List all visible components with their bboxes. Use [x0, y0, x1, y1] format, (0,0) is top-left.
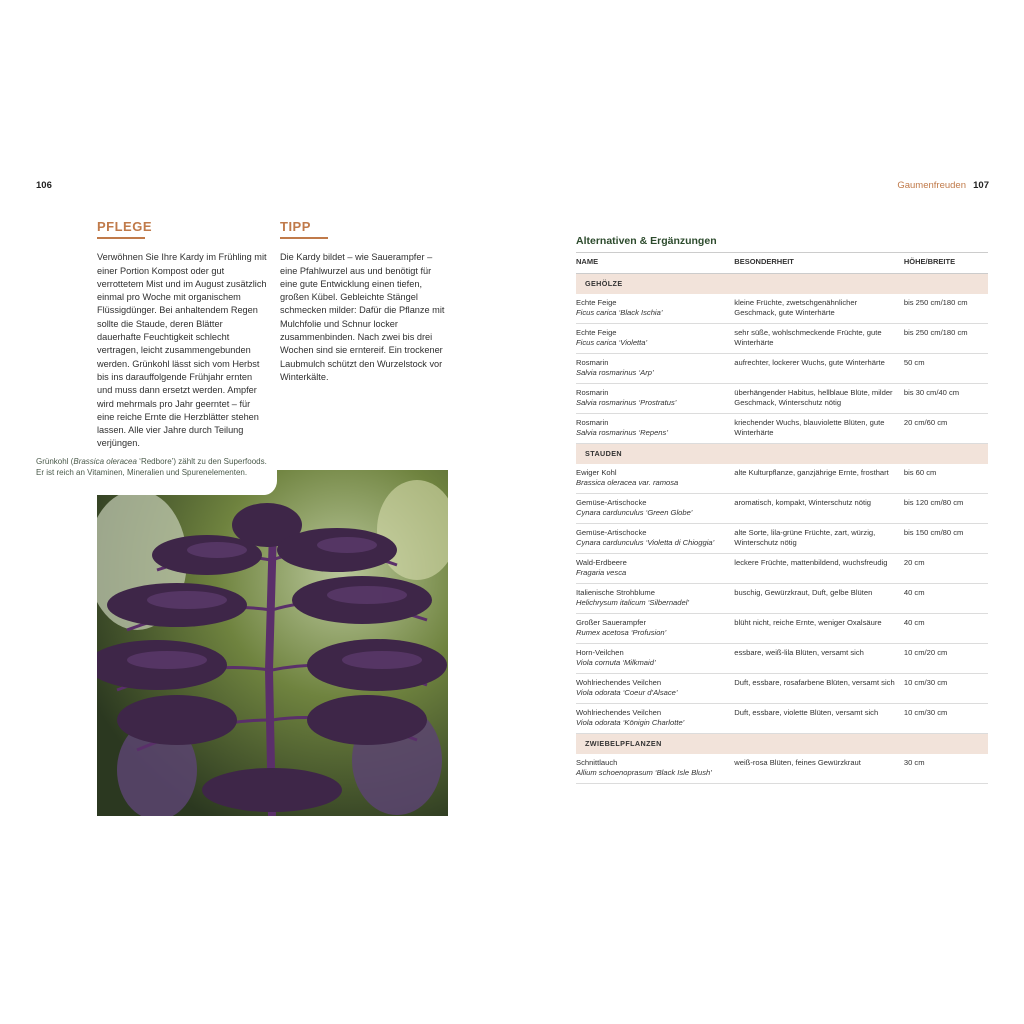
plant-latin-name: Salvia rosmarinus ‘Prostratus’ — [576, 398, 677, 407]
right-page-number: 107 — [973, 180, 989, 191]
plant-table — [576, 252, 988, 784]
plant-latin-name: Ficus carica ‘Black Ischia’ — [576, 308, 663, 317]
plant-feature: kleine Früchte, zwetschgenähnlicher Geschmack, gute Winterhärte — [734, 294, 904, 324]
table-row — [576, 584, 988, 614]
table-group-row — [576, 734, 988, 755]
plant-size: 50 cm — [904, 354, 988, 384]
table-row — [576, 494, 988, 524]
plant-name-cell — [576, 584, 734, 614]
plant-name-cell — [576, 704, 734, 734]
plant-size: 40 cm — [904, 584, 988, 614]
plant-feature: alte Sorte, lila-grüne Früchte, zart, würzig, Winterschutz nötig — [734, 524, 904, 554]
plant-size: bis 150 cm/80 cm — [904, 524, 988, 554]
tipp-section — [280, 220, 450, 384]
plant-size: 20 cm/60 cm — [904, 414, 988, 444]
column-header: NAME — [576, 253, 734, 274]
plant-name: Ewiger Kohl — [576, 468, 617, 477]
plant-feature: sehr süße, wohlschmeckende Früchte, gute Winterhärte — [734, 324, 904, 354]
plant-feature: essbare, weiß-lila Blüten, versamt sich — [734, 644, 904, 674]
tipp-heading-text: TIPP — [280, 219, 311, 234]
plant-latin-name: Ficus carica ‘Violetta’ — [576, 338, 648, 347]
plant-feature: kriechender Wuchs, blauviolette Blüten, gute Winterhärte — [734, 414, 904, 444]
plant-feature: Duft, essbare, rosafarbene Blüten, versamt sich — [734, 674, 904, 704]
plant-latin-name: Salvia rosmarinus ‘Repens’ — [576, 428, 669, 437]
table-row — [576, 384, 988, 414]
plant-name: Rosmarin — [576, 358, 609, 367]
table-row — [576, 704, 988, 734]
plant-latin-name: Viola odorata ‘Königin Charlotte’ — [576, 718, 685, 727]
plant-name-cell — [576, 524, 734, 554]
table-group-row — [576, 274, 988, 295]
plant-feature: Duft, essbare, violette Blüten, versamt sich — [734, 704, 904, 734]
table-row — [576, 614, 988, 644]
plant-name-cell — [576, 614, 734, 644]
plant-feature: alte Kulturpflanze, ganzjährige Ernte, frosthart — [734, 464, 904, 494]
table-row — [576, 644, 988, 674]
plant-name-cell — [576, 324, 734, 354]
table-row — [576, 414, 988, 444]
column-header: HÖHE/BREITE — [904, 253, 988, 274]
caption-latin: Brassica oleracea — [73, 457, 137, 466]
kale-photo — [97, 470, 448, 816]
table-row — [576, 294, 988, 324]
plant-size: 10 cm/30 cm — [904, 704, 988, 734]
plant-latin-name: Brassica oleracea var. ramosa — [576, 478, 679, 487]
plant-size: 30 cm — [904, 754, 988, 784]
table-row — [576, 754, 988, 784]
plant-feature: aufrechter, lockerer Wuchs, gute Winterhärte — [734, 354, 904, 384]
plant-name-cell — [576, 674, 734, 704]
table-group-row — [576, 444, 988, 465]
heading-rule — [280, 237, 328, 239]
plant-size: bis 250 cm/180 cm — [904, 324, 988, 354]
caption-pre: Grünkohl ( — [36, 457, 74, 466]
tipp-heading — [280, 220, 450, 239]
caption-post: ‘Redbore’) zählt zu den Superfoods. Er ist reich an Vitaminen, Mineralien und Spurenelementen. — [36, 457, 267, 477]
column-header: BESONDERHEIT — [734, 253, 904, 274]
tipp-text: Die Kardy bildet – wie Sauerampfer – eine Pfahlwurzel aus und benötigt für eine gute Entwicklung einen tiefen, großen Kübel. Gebleichte Stängel schmecken milder: Dafür die Pflanze mit Mulchfolie und Schnur locker zusammenbinden. Nach zwei bis drei Wochen sind sie erntereif. Ein trockener Laubmulch schützt den Wurzelstock vor Winterkälte. — [280, 252, 445, 382]
plant-name: Gemüse-Artischocke — [576, 498, 647, 507]
kale-illustration — [97, 470, 448, 816]
plant-name: Rosmarin — [576, 388, 609, 397]
plant-latin-name: Rumex acetosa ‘Profusion’ — [576, 628, 667, 637]
pflege-text: Verwöhnen Sie Ihre Kardy im Frühling mit einer Portion Kompost oder gut verrottetem Mist und im August zusätzlich einmal pro Woche mit organischem Flüssigdünger. Bei anhaltendem Regen sollte die Staude, deren Blätter dauerhafte Feuchtigkeit schlecht vertragen, leicht zusammengebunden werden. Grünkohl lässt sich vom Herbst bis ins darauffolgende Frühjahr ernten und muss dann ersetzt werden. Ampfer wird mehrmals pro Jahr geerntet – für eine reiche Ernte die Herzblätter stehen lassen. Alle vier Jahre durch Teilung verjüngen. — [97, 252, 267, 449]
plant-name-cell — [576, 414, 734, 444]
plant-latin-name: Cynara cardunculus ‘Violetta di Chioggia’ — [576, 538, 715, 547]
plant-size: bis 120 cm/80 cm — [904, 494, 988, 524]
plant-size: bis 30 cm/40 cm — [904, 384, 988, 414]
table-row — [576, 354, 988, 384]
plant-size: 10 cm/30 cm — [904, 674, 988, 704]
plant-size: bis 60 cm — [904, 464, 988, 494]
plant-feature: blüht nicht, reiche Ernte, weniger Oxalsäure — [734, 614, 904, 644]
plant-feature: leckere Früchte, mattenbildend, wuchsfreudig — [734, 554, 904, 584]
photo-caption — [30, 455, 276, 495]
plant-feature: überhängender Habitus, hellblaue Blüte, milder Geschmack, Winterschutz nötig — [734, 384, 904, 414]
heading-rule — [97, 237, 145, 239]
left-page-number: 106 — [36, 180, 52, 191]
plant-name: Wohlriechendes Veilchen — [576, 708, 662, 717]
plant-latin-name: Viola odorata ‘Coeur d’Alsace’ — [576, 688, 678, 697]
table-row — [576, 524, 988, 554]
plant-name-cell — [576, 494, 734, 524]
plant-size: bis 250 cm/180 cm — [904, 294, 988, 324]
plant-latin-name: Helichrysum italicum ‘Silbernadel’ — [576, 598, 690, 607]
plant-size: 40 cm — [904, 614, 988, 644]
plant-name: Echte Feige — [576, 298, 617, 307]
plant-name-cell — [576, 464, 734, 494]
table-row — [576, 674, 988, 704]
plant-name: Wald-Erdbeere — [576, 558, 627, 567]
running-head: Gaumenfreuden — [897, 180, 966, 191]
table-row — [576, 324, 988, 354]
plant-latin-name: Viola cornuta ‘Milkmaid’ — [576, 658, 656, 667]
plant-latin-name: Salvia rosmarinus ‘Arp’ — [576, 368, 654, 377]
plant-name-cell — [576, 754, 734, 784]
plant-name: Horn-Veilchen — [576, 648, 624, 657]
pflege-section — [97, 220, 267, 451]
plant-name-cell — [576, 354, 734, 384]
table-header-row — [576, 253, 988, 274]
plant-name-cell — [576, 384, 734, 414]
plant-name: Schnittlauch — [576, 758, 618, 767]
plant-name: Wohlriechendes Veilchen — [576, 678, 662, 687]
group-label: STAUDEN — [576, 444, 988, 465]
plant-name: Italienische Strohblume — [576, 588, 655, 597]
group-label: ZWIEBELPFLANZEN — [576, 734, 988, 755]
plant-feature: aromatisch, kompakt, Winterschutz nötig — [734, 494, 904, 524]
table-row — [576, 554, 988, 584]
plant-size: 20 cm — [904, 554, 988, 584]
plant-feature: buschig, Gewürzkraut, Duft, gelbe Blüten — [734, 584, 904, 614]
table-body — [576, 274, 988, 784]
plant-latin-name: Allium schoenoprasum ‘Black Isle Blush’ — [576, 768, 712, 777]
plant-name: Großer Sauerampfer — [576, 618, 647, 627]
group-label: GEHÖLZE — [576, 274, 988, 295]
plant-name-cell — [576, 554, 734, 584]
plant-name: Rosmarin — [576, 418, 609, 427]
table-title: Alternativen & Ergänzungen — [576, 235, 717, 247]
plant-name-cell — [576, 294, 734, 324]
plant-feature: weiß-rosa Blüten, feines Gewürzkraut — [734, 754, 904, 784]
plant-size: 10 cm/20 cm — [904, 644, 988, 674]
plant-name: Echte Feige — [576, 328, 617, 337]
plant-name-cell — [576, 644, 734, 674]
plant-latin-name: Fragaria vesca — [576, 568, 627, 577]
plant-latin-name: Cynara cardunculus ‘Green Globe’ — [576, 508, 693, 517]
pflege-heading — [97, 220, 267, 239]
table-row — [576, 464, 988, 494]
plant-name: Gemüse-Artischocke — [576, 528, 647, 537]
pflege-heading-text: PFLEGE — [97, 219, 153, 234]
